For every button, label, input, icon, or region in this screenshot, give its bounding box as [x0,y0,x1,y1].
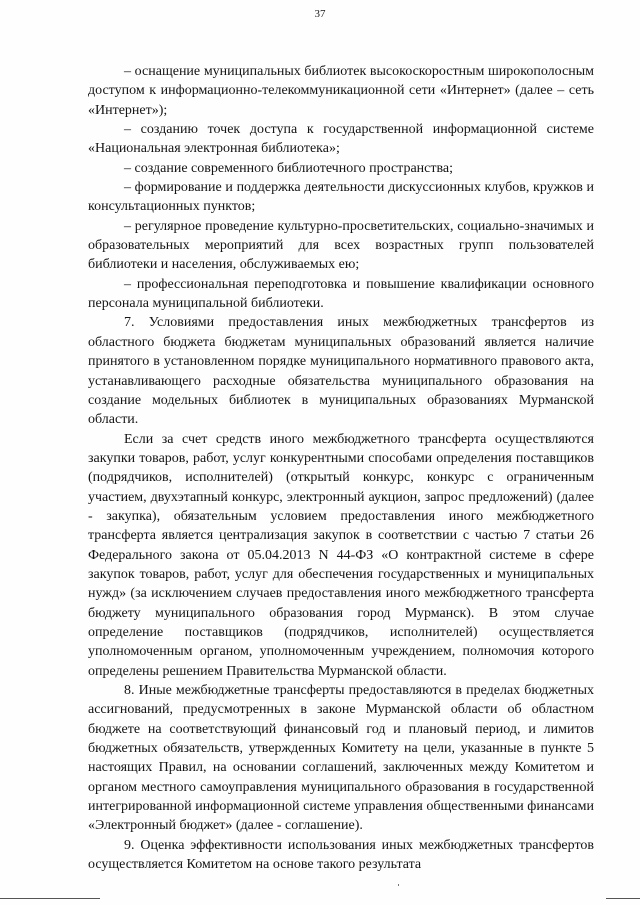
bottom-right-scan-line [606,898,640,899]
paragraph-access-points: – созданию точек доступа к государственной информационной системе «Национальная электронная библиотека»; [88,122,594,157]
paragraph-equipment-internet: – оснащение муниципальных библиотек высокоскоростным широкополосным доступом к информационно-телекоммуникационной сети «Интернет» (далее – сеть «Интернет»); [88,64,594,118]
paragraph-clause-9: 9. Оценка эффективности использования иных межбюджетных трансфертов осуществляется Комитетом на основе такого результата [88,837,594,873]
bottom-left-scan-line [0,898,100,899]
paragraph-discussion-clubs: – формирование и поддержка деятельности дискуссионных клубов, кружков и консультационных пунктов; [88,180,594,215]
paragraph-clause-7: 7. Условиями предоставления иных межбюджетных трансфертов из областного бюджета бюджетам муниципальных образований является наличие принятого в установленном порядке муниципального нормативного правового акта, устанавливающего расходные обязательства муниципального образования на создание модельных библиотек в муниципальных образованиях Мурманской области. [88,315,594,428]
document-body [88,62,594,874]
paragraph-cultural-events: – регулярное проведение культурно-просветительских, социально-значимых и образовательных мероприятий для всех возрастных групп пользователей библиотеки и населения, обслуживаемых ею; [88,218,594,273]
paragraph-library-space: – создание современного библиотечного пространства; [124,160,454,176]
page-number: 37 [314,8,326,20]
scan-speck [398,884,399,886]
paragraph-procurement: Если за счет средств иного межбюджетного трансферта осуществляются закупки товаров, работ, услуг конкурентными способами определения поставщиков (подрядчиков, исполнителей) (открытый конкурс, конкурс с ограниченным участием, двухэтапный конкурс, электронный аукцион, запрос предложений) (далее - закупка), обязательным условием предоставления иного межбюджетного трансферта является централизация закупок в соответствии с частью 7 статьи 26 Федерального закона от 05.04.2013 N 44-ФЗ «О контрактной системе в сфере закупок товаров, работ, услуг для обеспечения государственных и муниципальных нужд» (за исключением случаев предоставления иного межбюджетного трансферта бюджету муниципального образования город Мурманск). В этом случае определение поставщиков (подрядчиков, исполнителей) осуществляется уполномоченным органом, уполномоченным учреждением, полномочия которого определены решением Правительства Мурманской области. [88,431,594,679]
paragraph-staff-training: – профессиональная переподготовка и повышение квалификации основного персонала муниципальной библиотеки. [88,276,594,312]
paragraph-clause-8: 8. Иные межбюджетные трансферты предоставляются в пределах бюджетных ассигнований, предусмотренных в законе Мурманской области об областном бюджете на соответствующий финансовый год и плановый период, и лимитов бюджетных обязательств, утвержденных Комитету на цели, указанные в пункте 5 настоящих Правил, на основании соглашений, заключенных между Комитетом и органом местного самоуправления муниципального образования в государственной интегрированной информационной системе управления общественными финансами «Электронный бюджет» (далее - соглашение). [88,683,594,834]
